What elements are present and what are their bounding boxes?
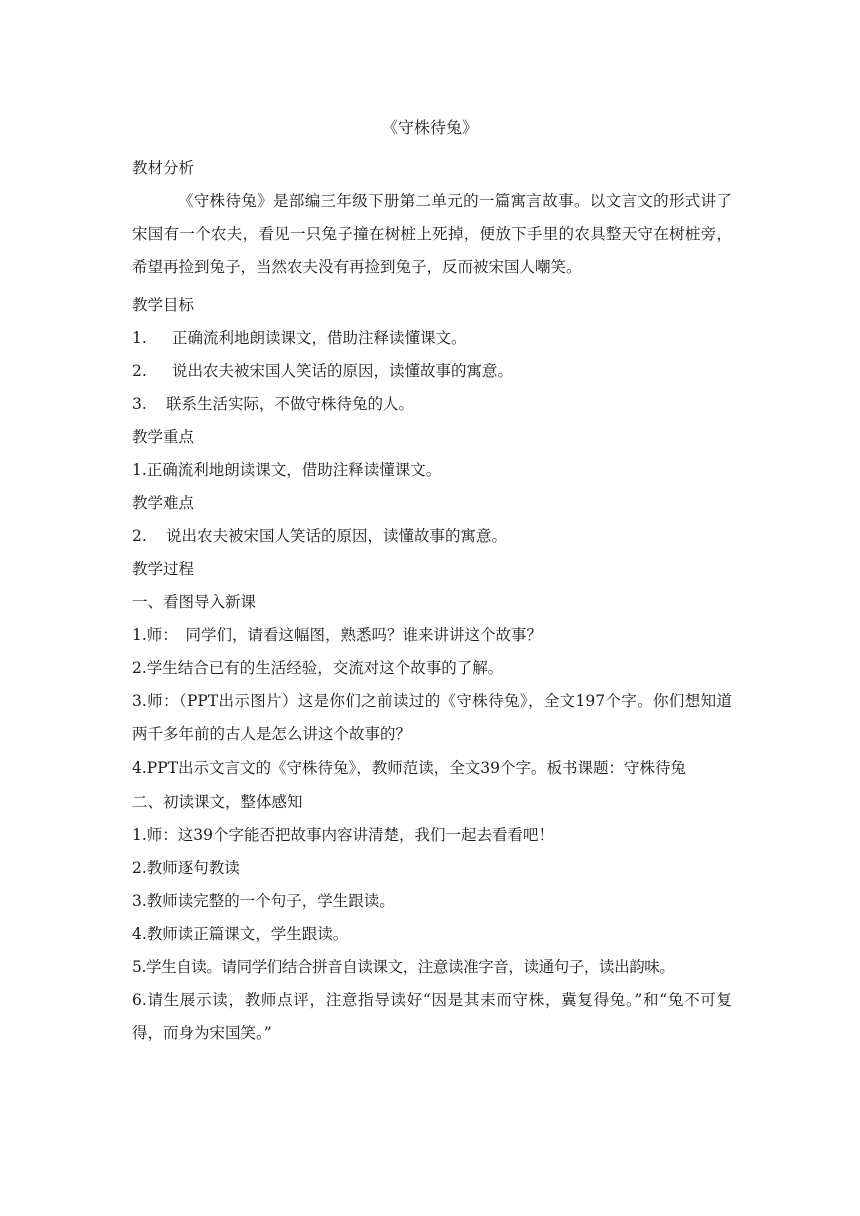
goal-item	[132, 359, 732, 383]
goal-number: 2.	[132, 362, 147, 380]
key-point-text: 1.正确流利地朗读课文，借助注释读懂课文。	[132, 461, 442, 479]
part1-item: 4.PPT出示文言文的《守株待兔》，教师范读，全文39个字。板书课题：守株待兔	[132, 759, 686, 777]
goal-item	[132, 392, 732, 416]
part1-item: 1.师： 同学们，请看这幅图，熟悉吗？谁来讲讲这个故事？	[132, 626, 543, 644]
goal-number: 1.	[132, 329, 147, 347]
part2-item: 4.教师读正篇课文，学生跟读。	[132, 925, 349, 943]
difficult-text: 说出农夫被宋国人笑话的原因，读懂故事的寓意。	[166, 527, 508, 545]
difficult-number: 2.	[132, 527, 147, 545]
part2-heading: 二、初读课文，整体感知	[132, 793, 303, 811]
part2-item: 3.教师读完整的一个句子，学生跟读。	[132, 892, 395, 910]
part2-item: 2.教师逐句教读	[132, 859, 240, 877]
goal-number: 3.	[132, 395, 147, 413]
part2-item: 5.学生自读。请同学们结合拼音自读课文，注意读准字音，读通句子，读出韵味。	[132, 958, 675, 976]
part1-heading: 一、看图导入新课	[132, 593, 257, 611]
part2-item: 1.师：这39个字能否把故事内容讲清楚，我们一起去看看吧！	[132, 826, 555, 844]
part1-item: 2.学生结合已有的生活经验，交流对这个故事的了解。	[132, 659, 504, 677]
goal-item	[132, 326, 732, 350]
section-heading-difficult: 教学难点	[132, 494, 195, 512]
goal-text: 正确流利地朗读课文，借助注释读懂课文。	[172, 329, 467, 347]
section-heading-goals: 教学目标	[132, 296, 195, 314]
section-heading-analysis: 教材分析	[132, 159, 195, 177]
goal-text: 联系生活实际，不做守株待兔的人。	[166, 395, 415, 413]
document-body	[132, 156, 732, 1050]
document-title: 《守株待兔》	[381, 118, 478, 137]
section-heading-process: 教学过程	[132, 560, 195, 578]
analysis-paragraph: 《守株待兔》是部编三年级下册第二单元的一篇寓言故事。以文言文的形式讲了宋国有一个农夫，看见一只兔子撞在树桩上死掉，便放下手里的农具整天守在树桩旁，希望再捡到兔子，当然农夫没有再捡到兔子，反而被宋国人嘲笑。	[132, 192, 732, 276]
part2-item: 6.请生展示读，教师点评，注意指导读好“因是其耒而守株，冀复得兔。”和“兔不可复得，而身为宋国笑。”	[132, 991, 732, 1042]
goal-text: 说出农夫被宋国人笑话的原因，读懂故事的寓意。	[172, 362, 514, 380]
difficult-point	[132, 524, 732, 548]
section-heading-key: 教学重点	[132, 428, 195, 446]
part1-item: 3.师：（PPT出示图片）这是你们之前读过的《守株待兔》，全文197个字。你们想知道两千多年前的古人是怎么讲这个故事的？	[132, 692, 732, 743]
